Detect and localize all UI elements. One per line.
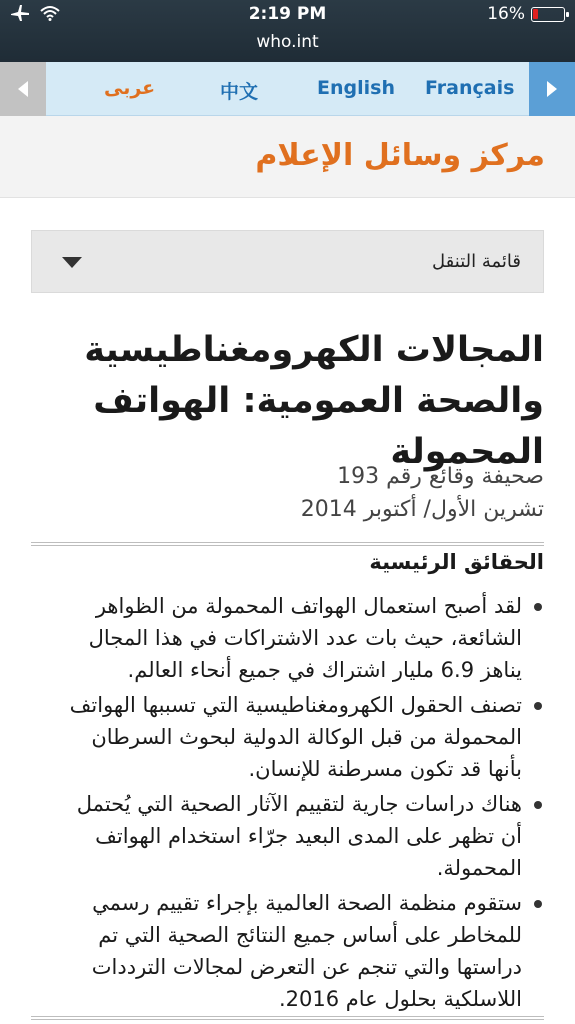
key-facts-list: [54, 590, 544, 1018]
battery-level-fill: [533, 9, 538, 19]
list-item: [54, 689, 544, 785]
battery-icon: [531, 7, 565, 22]
divider: [31, 542, 544, 546]
section-header: [0, 116, 575, 198]
article-date: تشرين الأول/ أكتوبر 2014: [300, 497, 544, 522]
status-right: [487, 4, 565, 24]
article-title: المجالات الكهرومغناطيسية والصحة العمومية: الهواتف المحمولة: [84, 330, 544, 472]
language-link-french[interactable]: Français: [425, 77, 515, 99]
key-fact-text: لقد أصبح استعمال الهواتف المحمولة من الظواهر الشائعة، حيث بات عدد الاشتراكات في هذا المجال يناهز 6.9 مليار اشتراك في جميع أنحاء العالم.: [88, 594, 522, 682]
list-item: [54, 590, 544, 686]
language-link-english[interactable]: English: [317, 77, 395, 99]
navigation-menu-label: قائمة التنقل: [432, 251, 521, 272]
key-fact-text: هناك دراسات جارية لتقييم الآثار الصحية التي يُحتمل أن تظهر على المدى البعيد جرّاء استخدام الهواتف المحمولة.: [76, 792, 522, 880]
list-item: [54, 788, 544, 884]
divider: [31, 1016, 544, 1020]
language-link-chinese[interactable]: 中文: [220, 81, 259, 103]
status-row: [0, 4, 575, 28]
navigation-menu-dropdown[interactable]: [31, 230, 544, 293]
key-facts-heading: الحقائق الرئيسية: [369, 550, 544, 574]
scroll-left-button[interactable]: [0, 62, 46, 116]
arrow-left-icon: [18, 81, 28, 97]
bullet-icon: [534, 702, 542, 710]
bullet-icon: [534, 900, 542, 908]
bullet-icon: [534, 801, 542, 809]
section-title[interactable]: مركز وسائل الإعلام: [255, 138, 545, 173]
status-bar: [0, 0, 575, 62]
language-link-arabic[interactable]: عربى: [104, 77, 156, 99]
status-time: 2:19 PM: [248, 4, 327, 24]
language-bar: [0, 62, 575, 116]
bullet-icon: [534, 603, 542, 611]
caret-down-icon: [62, 257, 82, 268]
url-bar[interactable]: who.int: [256, 32, 319, 52]
key-fact-text: ستقوم منظمة الصحة العالمية بإجراء تقييم رسمي للمخاطر على أساس جميع النتائج الصحية التي تم دراستها والتي تنجم عن التعرض لمجالات الترددات اللاسلكية بحلول عام 2016.: [91, 891, 522, 1011]
arrow-right-icon: [547, 81, 557, 97]
list-item: [54, 887, 544, 1015]
battery-percent: 16%: [487, 4, 525, 24]
fact-sheet-number: صحيفة وقائع رقم 193: [337, 464, 544, 489]
key-fact-text: تصنف الحقول الكهرومغناطيسية التي تسببها الهواتف المحمولة من قبل الوكالة الدولية لبحوث السرطان بأنها قد تكون مسرطنة للإنسان.: [69, 693, 522, 781]
scroll-right-button[interactable]: [529, 62, 575, 116]
